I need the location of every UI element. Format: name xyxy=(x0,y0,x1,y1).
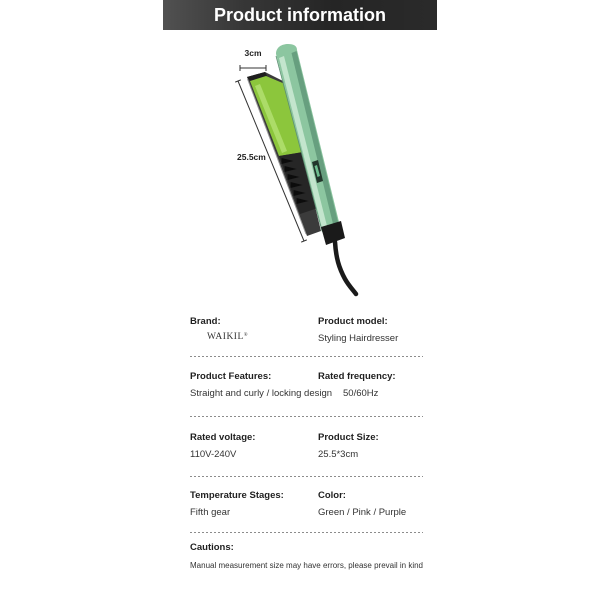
voltage-cell xyxy=(190,432,315,468)
cautions-label: Cautions: xyxy=(190,542,234,553)
brand-value xyxy=(207,331,248,343)
frequency-label: Rated frequency: xyxy=(318,371,396,382)
size-cell xyxy=(318,432,433,468)
model-label: Product model: xyxy=(318,316,388,327)
color-cell xyxy=(318,490,433,526)
cautions-section xyxy=(190,542,435,574)
temperature-label: Temperature Stages: xyxy=(190,490,284,501)
voltage-label: Rated voltage: xyxy=(190,432,256,443)
color-label: Color: xyxy=(318,490,346,501)
size-value: 25.5*3cm xyxy=(318,449,359,460)
model-value: Styling Hairdresser xyxy=(318,333,399,344)
voltage-value: 110V-240V xyxy=(190,449,237,460)
brand-cell xyxy=(190,316,315,352)
features-cell xyxy=(190,371,333,407)
row-divider xyxy=(190,356,423,357)
color-value: Green / Pink / Purple xyxy=(318,507,407,518)
features-label: Product Features: xyxy=(190,371,272,382)
frequency-value: 50/60Hz xyxy=(343,388,379,399)
spec-row xyxy=(0,316,600,352)
model-cell xyxy=(318,316,433,352)
frequency-cell xyxy=(318,371,433,407)
spec-row xyxy=(0,490,600,526)
row-divider xyxy=(190,476,423,477)
cautions-text: Manual measurement size may have errors, please prevail in kind xyxy=(190,561,423,570)
spec-row xyxy=(0,371,600,407)
length-label: 25.5cm xyxy=(237,152,266,162)
registered-mark: ® xyxy=(243,333,248,338)
temperature-value: Fifth gear xyxy=(190,507,231,518)
brand-label: Brand: xyxy=(190,316,221,327)
row-divider xyxy=(190,416,423,417)
temperature-cell xyxy=(190,490,315,526)
row-divider xyxy=(190,532,423,533)
features-value: Straight and curly / locking design xyxy=(190,388,333,399)
spec-row xyxy=(0,432,600,468)
width-label: 3cm xyxy=(244,48,262,58)
page-title: Product information xyxy=(214,5,386,25)
size-label: Product Size: xyxy=(318,432,379,443)
brand-name: WAIKIL xyxy=(207,332,244,342)
